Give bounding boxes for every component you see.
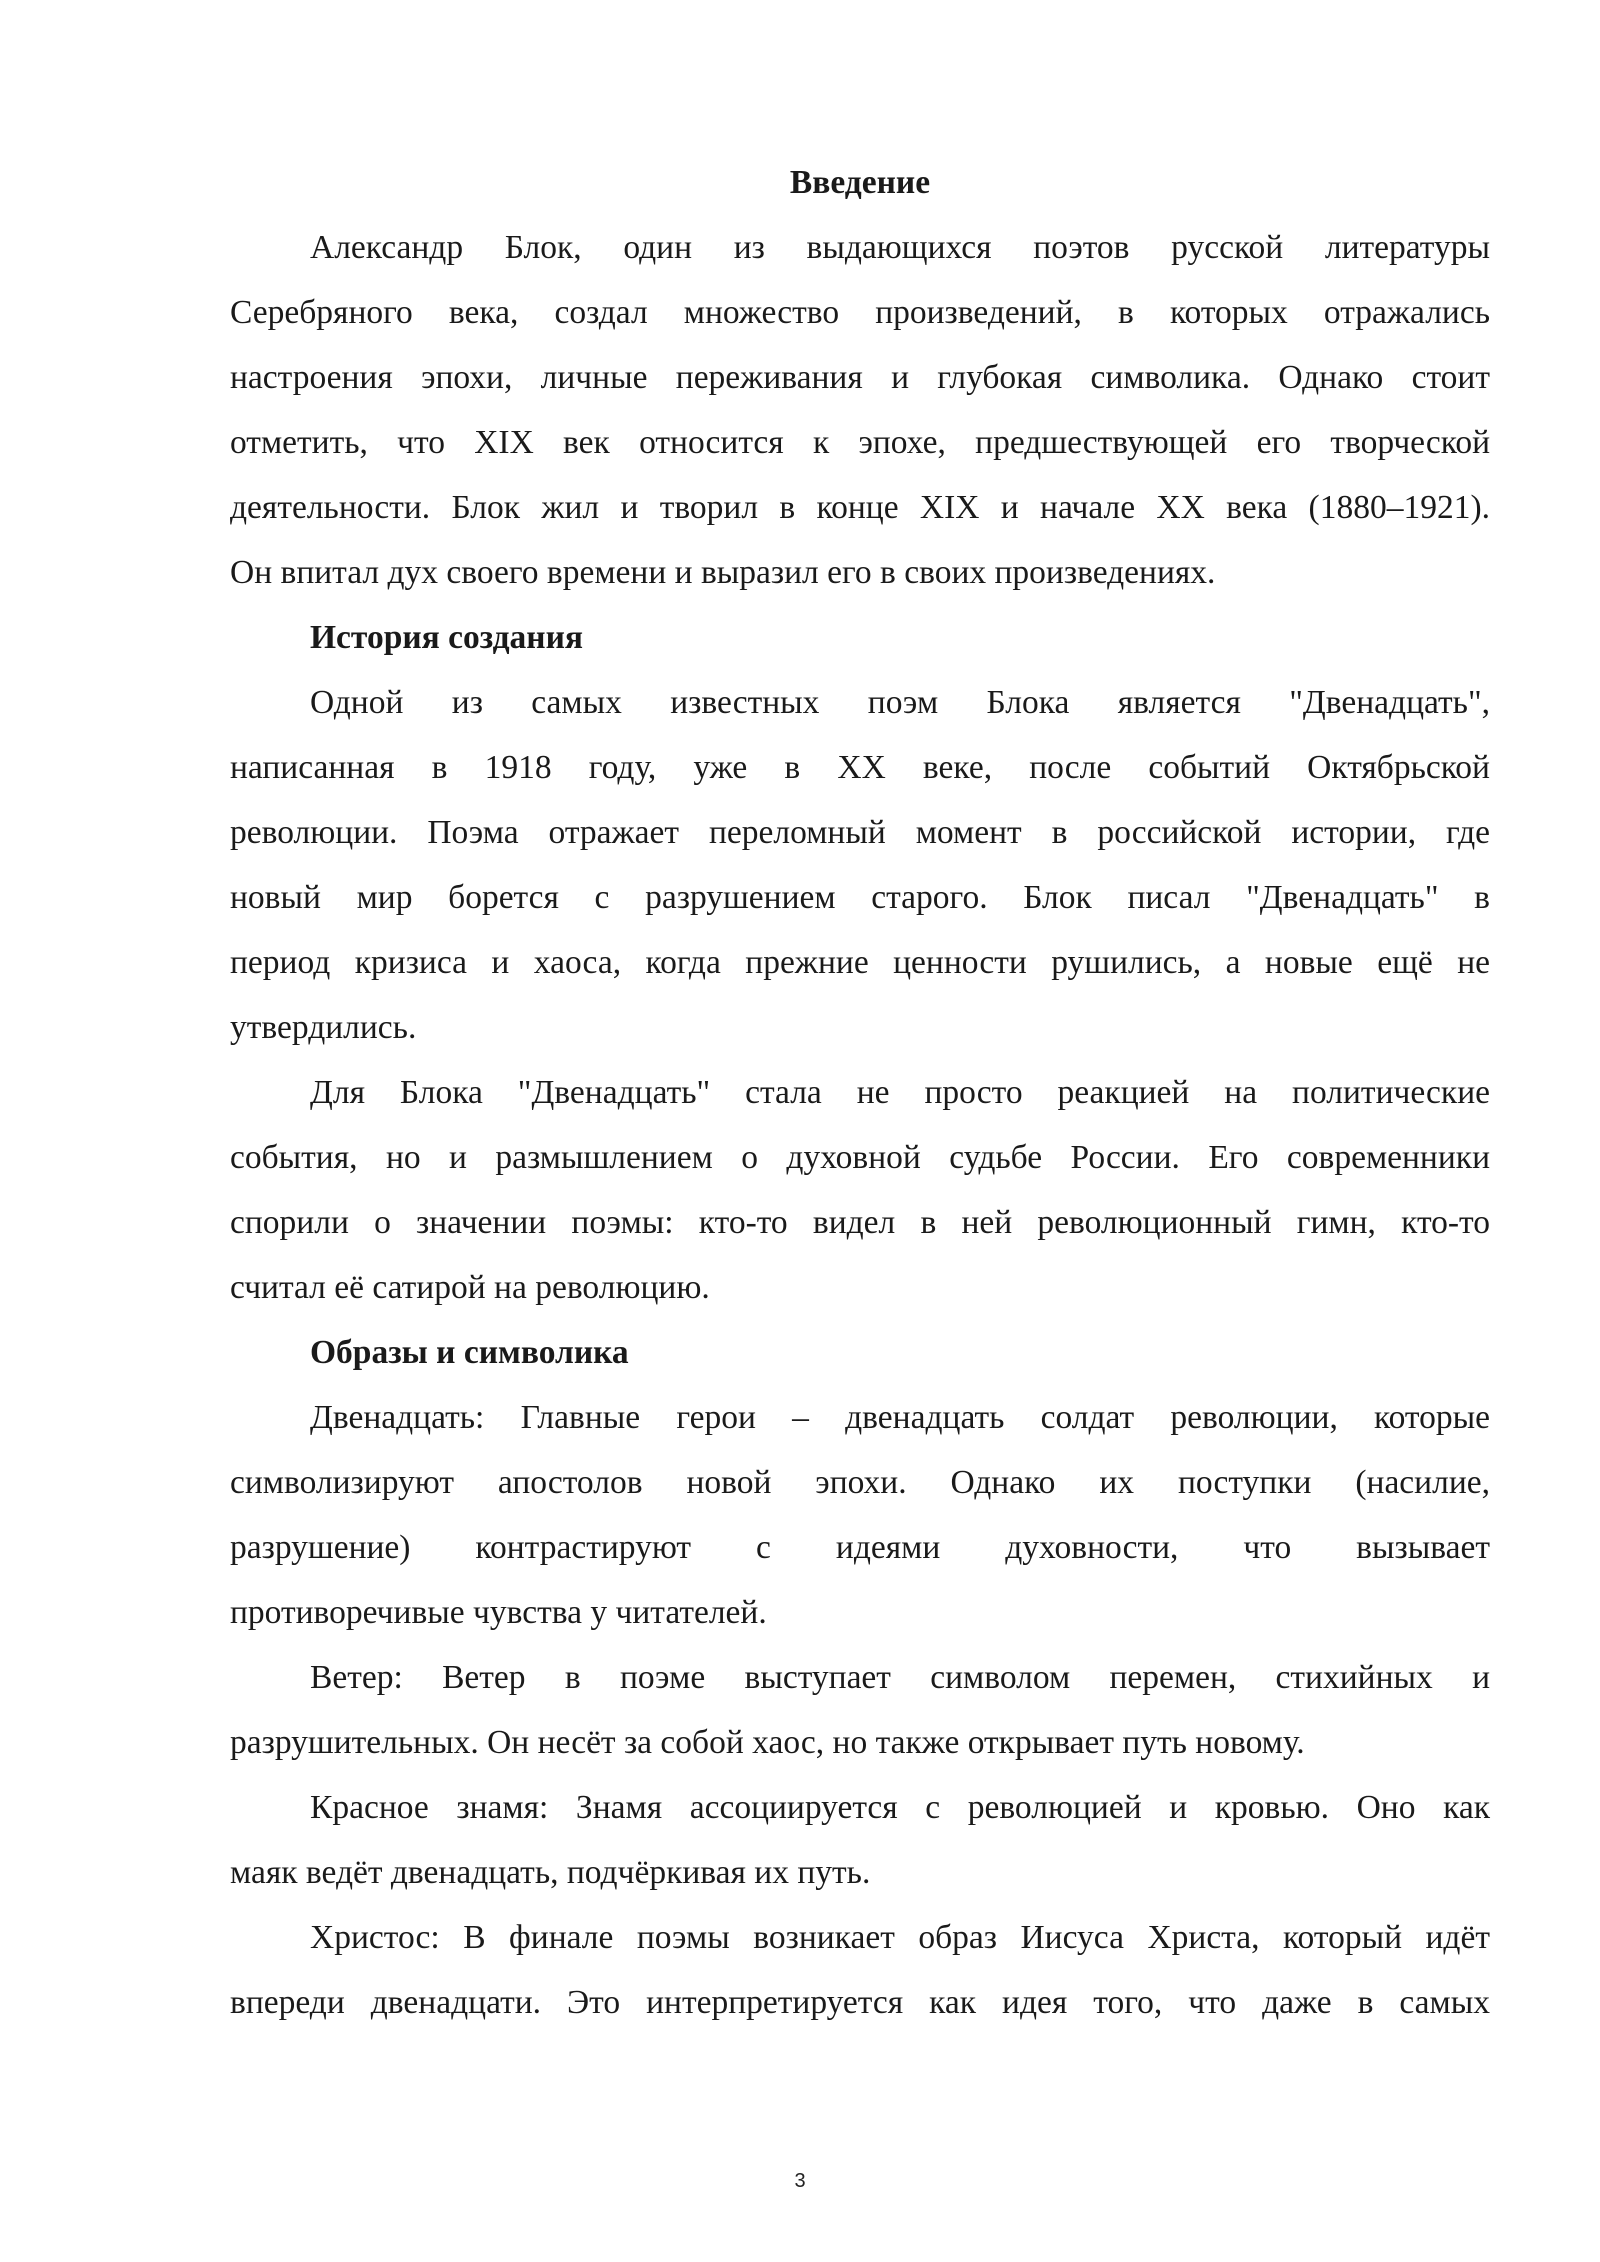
intro-paragraph <box>230 215 1490 605</box>
text-line: новый мир борется с разрушением старого. Блок писал "Двенадцать" в <box>230 879 1490 916</box>
text-line: революции. Поэма отражает переломный момент в российской истории, где <box>230 814 1490 851</box>
text-line: написанная в 1918 году, уже в XX веке, после событий Октябрьской <box>230 749 1490 786</box>
page-number: 3 <box>794 2170 806 2192</box>
text-line: Одной из самых известных поэм Блока является "Двенадцать", <box>310 684 1490 721</box>
text-line: деятельности. Блок жил и творил в конце XIX и начале XX века (1880–1921). <box>230 489 1490 526</box>
text-line: разрушение) контрастируют с идеями духовности, что вызывает <box>230 1529 1490 1566</box>
history-paragraph-2 <box>230 1060 1490 1320</box>
text-line: символизируют апостолов новой эпохи. Однако их поступки (насилие, <box>230 1464 1490 1501</box>
text-line: Двенадцать: Главные герои – двенадцать солдат революции, которые <box>310 1399 1490 1436</box>
text-line: Красное знамя: Знамя ассоциируется с революцией и кровью. Оно как <box>310 1789 1490 1826</box>
symbols-paragraph-christ <box>230 1905 1490 2035</box>
text-line: Александр Блок, один из выдающихся поэтов русской литературы <box>310 229 1490 266</box>
text-line: маяк ведёт двенадцать, подчёркивая их путь. <box>230 1854 871 1891</box>
text-line: спорили о значении поэмы: кто-то видел в ней революционный гимн, кто-то <box>230 1204 1490 1241</box>
text-line: период кризиса и хаоса, когда прежние ценности рушились, а новые ещё не <box>230 944 1490 981</box>
text-line: настроения эпохи, личные переживания и глубокая символика. Однако стоит <box>230 359 1490 396</box>
page-title: Введение <box>789 164 931 201</box>
text-line: отметить, что XIX век относится к эпохе, предшествующей его творческой <box>230 424 1490 461</box>
symbols-paragraph-twelve <box>230 1385 1490 1645</box>
text-line: Христос: В финале поэмы возникает образ Иисуса Христа, который идёт <box>310 1919 1490 1956</box>
text-line: утвердились. <box>230 1009 417 1046</box>
text-line: противоречивые чувства у читателей. <box>230 1594 767 1631</box>
history-paragraph-1 <box>230 670 1490 1060</box>
text-line: Ветер: Ветер в поэме выступает символом перемен, стихийных и <box>310 1659 1490 1696</box>
section-heading-symbols: Образы и символика <box>310 1334 629 1371</box>
text-line: Для Блока "Двенадцать" стала не просто реакцией на политические <box>310 1074 1490 1111</box>
text-line: события, но и размышлением о духовной судьбе России. Его современники <box>230 1139 1490 1176</box>
text-line: Он впитал дух своего времени и выразил его в своих произведениях. <box>230 554 1216 591</box>
document-page <box>230 150 1490 2035</box>
text-line: впереди двенадцати. Это интерпретируется как идея того, что даже в самых <box>230 1984 1490 2021</box>
text-line: разрушительных. Он несёт за собой хаос, но также открывает путь новому. <box>230 1724 1305 1761</box>
symbols-paragraph-wind <box>230 1645 1490 1775</box>
symbols-paragraph-banner <box>230 1775 1490 1905</box>
section-heading-history: История создания <box>310 619 584 656</box>
text-line: Серебряного века, создал множество произведений, в которых отражались <box>230 294 1490 331</box>
text-line: считал её сатирой на революцию. <box>230 1269 710 1306</box>
